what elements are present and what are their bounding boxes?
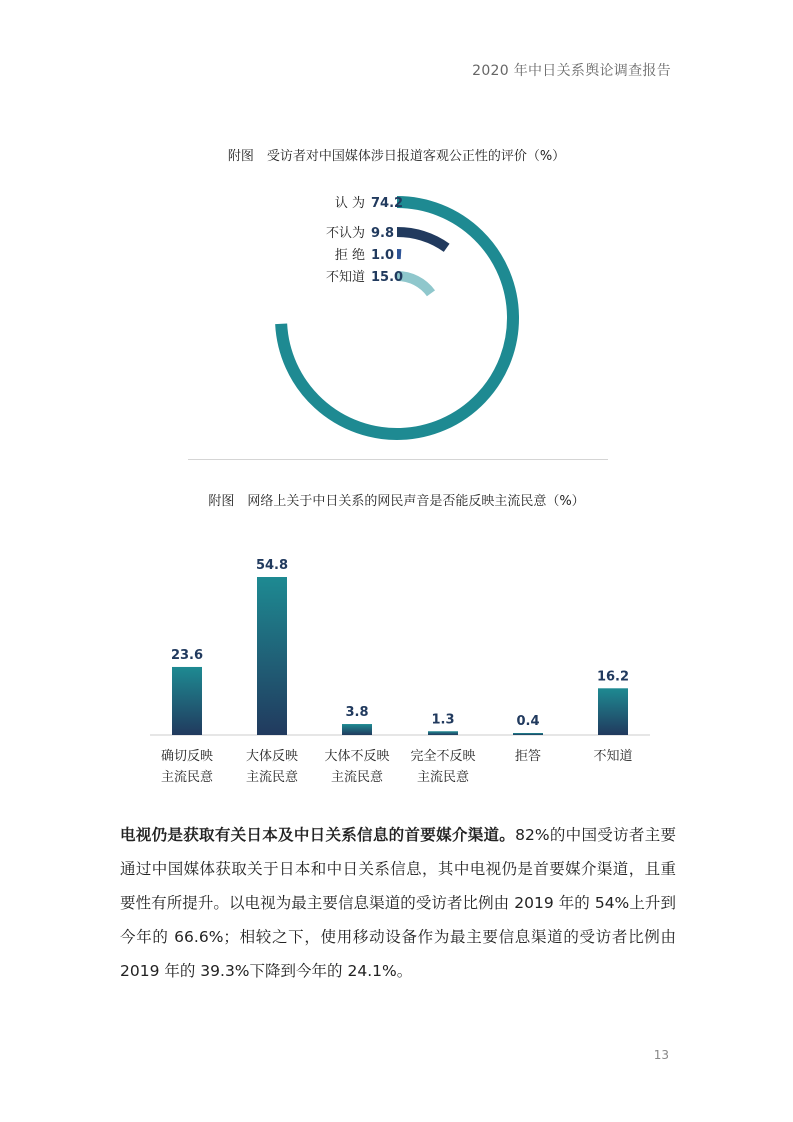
- bar-category-label: 确切反映: [160, 749, 214, 764]
- bar: [172, 667, 202, 735]
- bar-value-label: 23.6: [170, 647, 204, 663]
- radial-value-label: 74.2: [371, 196, 404, 211]
- bar-value-label: 54.8: [255, 558, 289, 573]
- radial-value-label: 15.0: [371, 270, 404, 285]
- bar-category-label: 主流民意: [160, 770, 214, 785]
- page-number: 13: [653, 1048, 669, 1062]
- radial-value-label: 9.8: [371, 226, 395, 241]
- radial-category-label: 认 为: [334, 196, 365, 211]
- bar-chart-title: 附图 网络上关于中日关系的网民声音是否能反映主流民意（%）: [208, 494, 585, 509]
- bar-category-label: 主流民意: [330, 770, 384, 785]
- bar-value-label: 16.2: [596, 669, 630, 685]
- bar: [598, 688, 628, 735]
- bar: [342, 724, 372, 735]
- bar-category-label: 主流民意: [245, 770, 299, 785]
- bar-category-label: 主流民意: [416, 770, 470, 785]
- bar-value-label: 0.4: [516, 714, 540, 729]
- radial-category-label: 不知道: [325, 270, 365, 285]
- radial-value-label: 1.0: [371, 248, 395, 263]
- radial-category-label: 不认为: [325, 226, 365, 241]
- bar: [513, 733, 543, 735]
- body-lead: 电视仍是获取有关日本及中日关系信息的首要媒介渠道。: [120, 826, 516, 844]
- bar-category-label: 完全不反映: [410, 749, 476, 764]
- bar-value-label: 3.8: [345, 705, 369, 721]
- bar-category-label: 大体反映: [245, 749, 299, 764]
- report-header: 2020 年中日关系舆论调查报告: [472, 63, 671, 79]
- radial-chart-title: 附图 受访者对中国媒体涉日报道客观公正性的评价（%）: [227, 149, 566, 164]
- bar: [428, 731, 458, 735]
- bar: [257, 577, 287, 735]
- bar-category-label: 不知道: [593, 749, 633, 764]
- bar-category-label: 拒答: [514, 749, 542, 764]
- bar-value-label: 1.3: [431, 712, 455, 728]
- radial-category-label: 拒 绝: [334, 248, 365, 263]
- bar-category-label: 大体不反映: [324, 749, 390, 764]
- body-paragraph: [120, 818, 676, 988]
- body-text: 82%的中国受访者主要通过中国媒体获取关于日本和中日关系信息，其中电视仍是首要媒介渠道，且重要性有所提升。以电视为最主要信息渠道的受访者比例由 2019 年的 54%上升到今年的 66.6%；相较之下，使用移动设备作为最主要信息渠道的受访者比例由 2019 年的 39.3%下降到今年的 24.1%。: [120, 826, 676, 980]
